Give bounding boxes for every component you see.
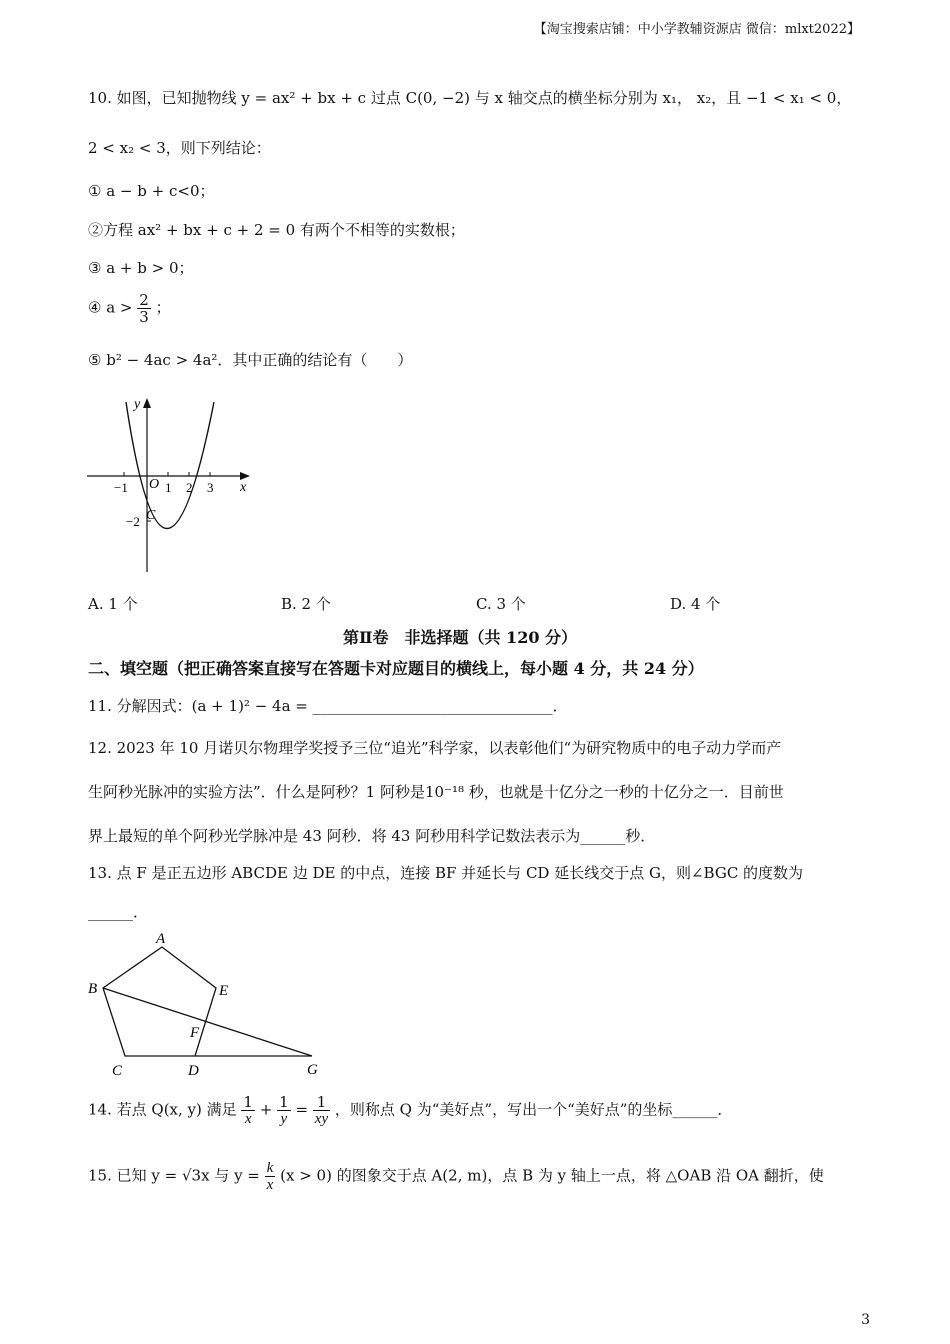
- q14-f1-den: x: [244, 1111, 252, 1127]
- q13-line2: ______．: [88, 903, 149, 921]
- q15: [88, 1160, 824, 1193]
- y-axis-label: y: [134, 397, 141, 412]
- q14: [88, 1094, 732, 1127]
- q12-line3: 界上最短的单个阿秒光学脉冲是 43 阿秒．将 43 阿秒用科学记数法表示为______秒．: [88, 827, 656, 845]
- tick-label-3: 3: [207, 480, 214, 495]
- q15-prefix: 15. 已知 y = √3x 与 y =: [88, 1166, 260, 1185]
- x-axis-label: x: [240, 480, 247, 495]
- q15-f-num: k: [266, 1160, 274, 1176]
- x-axis-arrow: [240, 472, 250, 480]
- page-number: 3: [861, 1312, 870, 1328]
- q15-suffix: (x > 0) 的图象交于点 A(2, m)，点 B 为 y 轴上一点，将 △OAB 沿 OA 翻折，使: [280, 1166, 824, 1185]
- q15-fraction: [265, 1160, 276, 1193]
- q14-fraction-3: [313, 1094, 330, 1127]
- label-b: B: [88, 981, 98, 997]
- label-e: E: [219, 983, 229, 999]
- label-f: F: [190, 1025, 200, 1041]
- q10-statement-5: ⑤ b² − 4ac > 4a²．其中正确的结论有（ ）: [88, 351, 413, 369]
- q10-statement-4: [88, 292, 171, 325]
- label-a: A: [156, 931, 166, 947]
- q14-plus: +: [259, 1100, 273, 1119]
- q10-statement-3: ③ a + b > 0；: [88, 259, 194, 277]
- q10-s4-denominator: 3: [139, 308, 149, 326]
- q13-line1: 13. 点 F 是正五边形 ABCDE 边 DE 的中点，连接 BF 并延长与 CD 延长线交于点 G，则∠BGC 的度数为: [88, 864, 804, 882]
- part2-title: 第Ⅱ卷 非选择题（共 120 分）: [343, 628, 578, 647]
- q14-f3-den: xy: [314, 1111, 329, 1127]
- parabola-graph: [82, 390, 262, 580]
- page-header: 【淘宝搜索店铺：中小学教辅资源店 微信：mlxt2022】: [533, 22, 860, 37]
- tick-label-neg1: −1: [114, 480, 128, 495]
- q14-f2-den: y: [280, 1111, 288, 1127]
- q14-f2-num: 1: [279, 1093, 289, 1111]
- q14-prefix: 14. 若点 Q(x, y) 满足: [88, 1100, 237, 1119]
- q10-statement-1: ① a − b + c<0；: [88, 182, 215, 200]
- choice-b: B. 2 个: [281, 595, 331, 613]
- q10-s4-fraction: [137, 292, 151, 325]
- q10-s4-suffix: ；: [155, 298, 171, 317]
- choice-d: D. 4 个: [670, 595, 721, 613]
- section2-title: 二、填空题（把正确答案直接写在答题卡对应题目的横线上，每小题 4 分，共 24 分）: [88, 659, 704, 678]
- q14-f3-num: 1: [313, 1094, 330, 1111]
- label-d: D: [188, 1063, 199, 1079]
- q10-s4-prefix: ④ a >: [88, 298, 133, 317]
- origin-label: O: [149, 477, 160, 492]
- label-g: G: [307, 1062, 318, 1078]
- q12-line1: 12. 2023 年 10 月诺贝尔物理学奖授予三位“追光”科学家，以表彰他们“为研究物质中的电子动力学而产: [88, 739, 782, 757]
- q14-equals: =: [295, 1100, 309, 1119]
- q11: 11. 分解因式：(a + 1)² − 4a = ________________________________．: [88, 697, 568, 715]
- q10-line2: 2 < x₂ < 3，则下列结论：: [88, 139, 271, 157]
- q10-s4-numerator: 2: [139, 291, 149, 309]
- q14-f1-num: 1: [243, 1093, 253, 1111]
- y-axis-arrow: [143, 398, 151, 408]
- q12-line2: 生阿秒光脉冲的实验方法”．什么是阿秒？1 阿秒是10⁻¹⁸ 秒，也就是十亿分之一秒的十亿分之一．目前世: [88, 783, 784, 801]
- q10-statement-2: ②方程 ax² + bx + c + 2 = 0 有两个不相等的实数根；: [88, 221, 465, 239]
- tick-label-neg2: −2: [126, 514, 140, 529]
- q10-line1: 10. 如图，已知抛物线 y = ax² + bx + c 过点 C(0, −2) 与 x 轴交点的横坐标分别为 x₁， x₂，且 −1 < x₁ < 0，: [88, 89, 852, 107]
- parabola-curve: [126, 402, 214, 529]
- q15-f-den: x: [266, 1177, 274, 1193]
- segment-bg: [103, 988, 312, 1056]
- q14-fraction-2: [277, 1094, 291, 1127]
- choice-c: C. 3 个: [476, 595, 526, 613]
- q14-suffix: ，则称点 Q 为“美好点”，写出一个“美好点”的坐标______．: [334, 1100, 733, 1119]
- tick-label-1: 1: [165, 480, 172, 495]
- label-c: C: [112, 1063, 123, 1079]
- choice-a: A. 1 个: [88, 595, 138, 613]
- q14-fraction-1: [241, 1094, 255, 1127]
- pentagon-figure: [80, 925, 340, 1080]
- tick-label-2: 2: [186, 480, 193, 495]
- point-c-label: C: [146, 508, 156, 523]
